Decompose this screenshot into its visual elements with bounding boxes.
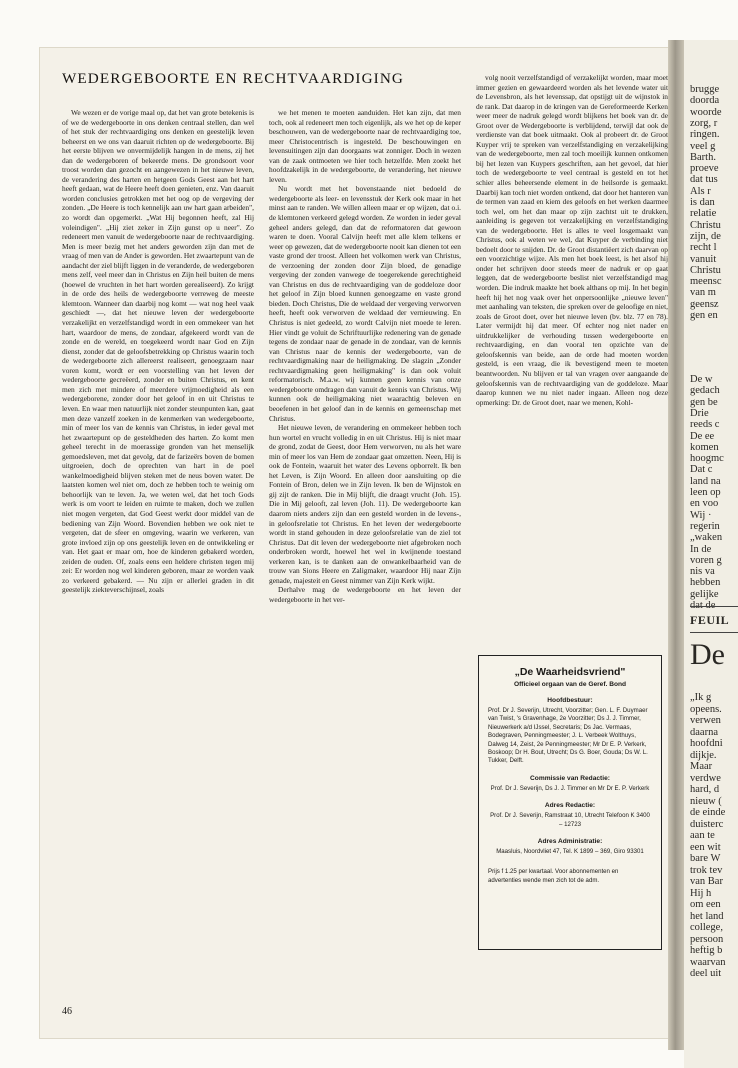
facing-page-line: brugge [690, 84, 720, 95]
facing-page-line: is dan [690, 197, 715, 208]
facing-page-line: daarna [690, 726, 718, 738]
facing-page-line: heftig b [690, 945, 723, 956]
facing-page-line: komen [690, 441, 719, 453]
colophon-text: Prof. Dr J. Severijn, Ds J. J. Timmer en Mr Dr E. P. Verkerk [490, 784, 650, 792]
paragraph: we het menen te moeten aanduiden. Het kan zijn, dat men toch, ook al redeneert men toch eigenlijk, als we het op de keper beschouwen, van de wedergeboorte naar de rechtvaardiging toe, meer Christocentrisch is ingesteld. De beschouwingen en levensuitingen zijn dan doorgaans wat zonniger. Doch in wezen van de zaak ontmoeten we hier toch hetzelfde. Men zoekt het hoofdzakelijk in de wedergeboorte, de verandering, het nieuwe leven. [269, 108, 461, 184]
facing-page-line: verdwe [690, 772, 721, 784]
facing-page-line: ringen. [690, 129, 720, 141]
facing-page-line: Christu [690, 219, 721, 231]
facing-page-line: bare W [690, 853, 721, 864]
facing-page-line: om een [690, 899, 721, 910]
facing-page-fragment [684, 40, 738, 1068]
text-column-3 [476, 73, 668, 646]
facing-page-line: hoofdni [690, 738, 723, 749]
colophon-heading: Adres Administratie: [537, 838, 603, 846]
facing-page-line: meensc [690, 276, 722, 288]
book-gutter [668, 40, 684, 1050]
paragraph: Het nieuwe leven, de verandering en ommekeer hebben toch hun wortel en vrucht volledig in en uit Christus. Hij is niet maar de grond, zodat de Geest, door Hem verworven, nu als het ware min of meer los van Hem de zondaar gaat omzetten. Neen, Hij is ook de Fontein, waaruit het water des Levens opborrelt. Ik ben het Leven, is Zijn Woord. En alleen door aansluiting op die Fontein of Bron, delen we in Zijn leven. Ik ben de Wijnstok en gij zijt de ranken. Die in Mij blijft, die draagt vrucht (Joh. 15). Die in Mij gelooft, zal leven (Joh. 11). De wedergeboorte kan daarom niets anders zijn dan een gesteld worden in de levens-, in geloofsrelatie tot Christus. En het leven der wedergeboorte wordt in stand gehouden in deze geloofsrelatie van de ziel tot Christus. Dat dit leven der wedergeboorte niet afgebroken noch onderbroken wordt, hoewel het wel in kwijnende toestand verkeren kan, is te danken aan de onwankelbaarheid van de trouw van Sions Heere en Zaligmaker, waardoor Hij naar Zijn genade, majesteit en Geest nimmer van Zijn Kerk wijkt. [269, 423, 461, 585]
facing-page-line: verwen [690, 715, 721, 726]
facing-page-line: college, [690, 922, 723, 933]
facing-page-line: dat tus [690, 174, 718, 186]
paragraph: volg nooit verzelfstandigd of verzakelijkt worden, maar moet immer gezien en gewaardeerd worden als het levende water uit de Levensbron, als het levenssap, dat opstijgt uit de wijnstok in de rank. Dat daarop in de kringen van de Gereformeerde Kerken weer meer de nadruk gelegd wordt blijkens het boek van dr. de Groot over de Wedergeboorte is verblijdend, terwijl dat ook de verdienste van dat boek uitmaakt. Ook al probeert dr. de Groot Kuyper vrij te spreken van verzelfstandiging en verzakelijking van de wedergeboorte, men zal toch moeilijk kunnen ontkomen bij het lezen van Kuypers geschriften, aan het gevoel, dat hier toch de wedergeboorte te veel centraal is gesteld en tot het schier alles beheersende element in de heilsorde is gemaakt. Daarbij kan toch niet worden ontkend, dat door het hanteren van de termen van zaad en kiem des geloofs en het werken daarmee toch wel, om het dan maar op zijn zachtst uit te drukken, aanleiding is gegeven tot verzakelijking en verzelfstandiging van de wedergeboorte. Het is alles te veel losgemaakt van Christus, ook al weten we wel, dat Kuyper de verbinding niet bedoelt door te snijden. Dr. de Groot distantiëert zich daarvan op een voorzichtige wijze. Als men het boek leest, is het alsof hij onder het schrijven door steeds meer de nadruk er op gaat leggen, dat de wedergeboorte beslist niet verzelfstandigd mag worden. Die indruk maakte het boek althans op mij. In het begin heeft hij het nog vaak over het onpersoonlijke „nieuwe leven" met aanhaling van teksten, die spreken over de geloofige en niet, zoals de Groot doet, over het nieuwe leven (bv. blz. 77 en 78). Later vermijdt hij dat meer. Of echter nog niet nader en uitdrukkelijker de verhouding tussen wedergeboorte en rechtvaardiging, en dan vooral ten opzichte van de geloofskennis van beide, aan de orde had moeten worden gesteld, is een vraag, die ik bevestigend meen te moeten beantwoorden. Nu blijven er tal van vragen over aangaande de geloofskennis van de rechtvaardiging van de goddeloze. Maar daarop kunnen we nu niet nader ingaan. Alleen nog deze opmerking: Dr. de Groot doet, naar we menen, Kohl- [476, 73, 668, 407]
colophon-text: Prof. Dr J. Severijn, Utrecht, Voorzitter; Gen. L. F. Duymaer van Twist, 's Gravenhage, 2e Voorzitter; Ds J. J. Timmer, Nieuwerkerk a/d IJssel, Secretaris; Ds Jac. Vermaas, Bodegraven, Penningmeester; J. L. Verbeek Wolthuys, Dalweg 14, Zeist, 2e Penningmeester; Mr Dr E. P. Verkerk, Boskoop; Dr H. Bout, Utrecht; Ds G. Boer, Gouda; Ds W. L. Tukker, Delft. [488, 707, 648, 765]
facing-page-line: opeens. [690, 703, 722, 715]
facing-page-line: nis va [690, 566, 715, 578]
facing-page-line: dijkje. [690, 749, 717, 761]
facing-page-line: zorg, r [690, 117, 718, 129]
colophon-sections [488, 697, 652, 856]
facing-page-line: leen op [690, 487, 721, 498]
colophon-box [478, 655, 662, 950]
facing-page-line: zijn, de [690, 230, 721, 242]
facing-page-line: deel uit [690, 968, 722, 979]
facing-page-line: recht l [690, 242, 717, 254]
facing-page-line: Christu [690, 264, 721, 276]
facing-page-line: In de [690, 543, 712, 555]
facing-page-rule [690, 606, 738, 607]
facing-page-line: hebben [690, 577, 721, 589]
facing-page-line: een wit [690, 841, 721, 853]
facing-page-line: gen be [690, 396, 718, 408]
colophon-title: „De Waarheidsvriend" [514, 666, 626, 678]
article-title: WEDERGEBOORTE EN RECHTVAARDIGING [62, 70, 404, 87]
paragraph: Derhalve mag de wedergeboorte en het leven der wedergeboorte in het ver- [269, 585, 461, 604]
facing-page-line: Drie [690, 407, 709, 419]
facing-page-line: vanuit [690, 253, 717, 265]
colophon-footer: Prijs f 1.25 per kwartaal. Voor abonnementen en advertenties wende men zich tot de adm. [488, 868, 619, 884]
facing-page-line: gelijke [690, 588, 719, 600]
facing-page-line: „waken [690, 532, 723, 544]
facing-page-line: gen en [690, 310, 718, 321]
facing-page-line: Als r [690, 185, 711, 197]
facing-page-line: gedach [690, 385, 720, 397]
facing-page-line: hard, d [690, 784, 720, 795]
facing-page-line: reeds c [690, 419, 720, 431]
facing-page-line: duisterc [690, 818, 724, 830]
facing-page-line: Maar [690, 761, 713, 772]
facing-page-big-title: De [690, 638, 725, 671]
facing-page-line: voren g [690, 554, 722, 566]
facing-page-line: proeve [690, 163, 719, 175]
facing-page-heading: FEUIL [690, 613, 730, 627]
facing-page-line: het land [690, 910, 724, 922]
facing-page-line: waarvan [690, 956, 726, 968]
facing-page-line: persoon [690, 933, 724, 945]
text-column-1 [62, 108, 254, 1003]
facing-page-line: „Ik g [690, 692, 712, 703]
colophon-heading: Adres Redactie: [544, 802, 596, 810]
paragraph: Nu wordt met het bovenstaande niet bedoeld de wedergeboorte als leer- en levensstuk der Kerk ook maar in het minst aan te randen. We willen alleen maar er op wijzen, dat o.i. de klemtonen verkeerd gelegd worden. Ze worden in ieder geval geheel anders gelegd, dan dat de reformatoren dat gewoon waren te doen. Vooral Calvijn heeft met alle klem telkens er weer op gewezen, dat de wedergeboorte nooit kan dienen tot een vaste grond der troost. Alleen het volkomen werk van Christus, de verzoening der zonden door Zijn bloed, de genadige vergeving der zonden vanwege de toegerekende gerechtigheid van Christus en dus de rechtvaardiging van de goddeloze door het geloof in Zijn bloed kunnen genoegzame en vaste grond bieden. Doch Christus, Die de weldaad der vergeving verworven heeft, heeft ook verworven de weldaad der vernieuwing. En Christus is niet gedeeld, zo wordt Calvijn niet moede te leren. Hier vindt ge voluit de Schriftuurlijke redenering van de genade tegens de zondaar naar de genade in de zondaar, van de kennis van Christus naar de kennis der wedergeboorte, van de rechtvaardigmaking naar de heiligmaking. De slagzin „Zonder rechtvaardigmaking geen heiligmaking" is dan ook voluit reformatorisch. M.a.w. wij kunnen geen kennis van onze wedergeboorte omdragen dan vanuit de kennis van Christus. Wij kunnen ook de heiligmaking niet waarachtig beleven en beoefenen in het geloof dan in de kennis en gemeenschap met Christus. [269, 184, 461, 423]
facing-page-line: Dat c [690, 464, 713, 476]
facing-page-line: hoogmc [690, 453, 724, 465]
facing-page-line: woorde [690, 106, 722, 118]
facing-page-line: De ee [690, 430, 715, 442]
facing-page-line: Barth. [690, 151, 716, 163]
facing-page-line: van Bar [690, 876, 723, 887]
facing-page-line: De w [690, 374, 713, 385]
facing-page-line: geensz [690, 298, 719, 310]
paragraph: We wezen er de vorige maal op, dat het van grote betekenis is of we de wedergeboorte in ons denken centraal stellen, dan wel of het stuk der rechtvaardiging ons denken en geestelijk leven beheerst en we ons van daaruit richten op de wedergeboorte. Bij het eerste blijven we onvermijdelijk hangen in de mens, zij het dan de wedergeboren of bekeerde mens. De grondsoort voor troost worden dan gezocht en aangewezen in het nieuwe leven, de verandering des harten en hetgeen Gods Geest aan het hart heeft gedaan, wat de Heere heeft doen genieten, enz. Van daaruit worden conclusies getrokken met het oog op de vergeving der zonden. „De Heere is toch kennelijk aan uw hart gaan arbeiden", zo wordt dan opgemerkt. „Wat Hij begonnen heeft, zal Hij voleindigen". „Hij ziet zeker in Zijn gunst op u neer". Zo redeneert men vanuit de wedergeboorte naar de rechtvaardiging. Men is meer bezig met het anders geworden zijn dan met de vraag of men van de Ander is geworden. Het zwaartepunt van de aandacht der ziel blijft liggen in de veranderde, de wedergeboren mens zelf, veel meer dan in Christus en Zijn heil buiten de mens (hoewel de vruchten in het hart worden gerealiseerd). Zo krijgt in de orde des heils de wedergeboorte verreweg de meeste klemtoon. Wanneer dan daarbij nog komt — wat nog heel vaak geschiedt —, dat het nieuwe leven der wedergeboorte verzakelijkt en verzelfstandigd wordt in een ommekeer van het hart, waardoor de mens, de zondaar, afgekeerd wordt van de zonde en de wereld, en toegekeerd wordt naar God en Zijn dienst, zonder dat de geloofsbetrekking op Christus waarin toch de wedergeboorte zich allereerst realiseert, genoegzaam naar voren komt, wordt er een voorstelling van het leven der wedergeboorte gecreëerd, zonder en buiten Christus, en kent men zich met mindere of meerdere vrijmoedigheid als een wedergeborene, zonder door het geloof in en uit Christus te leven. En waar men natuurlijk niet zonder steunpunten kan, gaat men deze vanzelf zoeken in de kenmerken van wedergeboorte, min of meer los van de kennis van Christus, in ieder geval met het zwaartepunt op de gesteldheden des harten. Zo komt men geheel terecht in de moerassige gronden van het menselijk gemoedsleven, met dat gevolg, dat de farizeërs boven de bomen uitgroeien, doch de oprechten van hart in de poel wankelmoedigheid blijven steken met de neus boven water. De laatsten komen wel niet om, doch ze hebben toch te weinig om behoorlijk van te leven. Ja, we weten wel, dat het toch Gods werk is om voort te leiden en ruimte te maken, doch we zullen niet mogen vergeten, dat God Geest werkt door middel van de bediening van Zijn Woord. Bovendien hebben we ook niet te vergeten, dat de sfeer en omgeving, waarin we verkeren, van grote invloed zijn op ons geestelijk leven en de ontwikkeling er van. Het gaat er maar om, hoe de kinderen gebakerd worden, zeiden de ouden. Of, zoals eens een heldere christen tegen mij zei: Er worden nog wel kinderen geboren, maar ze worden vaak zo verkeerd gebakerd. — Nu zijn er allerlei graden in dit geestelijk ziekteverschijnsel, zoals [62, 108, 254, 595]
colophon-subtitle: Officieel orgaan van de Geref. Bond [513, 681, 627, 688]
facing-page-line: doorda [690, 95, 720, 107]
facing-page-line: Hij h [690, 887, 712, 899]
facing-page-line: en voo [690, 498, 719, 510]
facing-page-line: de einde [690, 807, 726, 818]
facing-page-line: veel g [690, 140, 716, 152]
colophon-text: Maasluis, Noordvliet 47, Tel. K 1899 – 369, Giro 93301 [496, 848, 644, 856]
facing-page-line: Wij · [690, 509, 712, 521]
facing-page-line: trok tev [690, 864, 723, 876]
colophon-text: Prof. Dr J. Severijn, Ramstraat 10, Utrecht Telefoon K 3400 – 12723 [490, 812, 650, 828]
facing-page-line: land na [690, 475, 721, 487]
text-column-2 [269, 108, 461, 1003]
facing-page-line: aan te [690, 830, 715, 841]
colophon-heading: Hoofdbestuur: [547, 697, 593, 704]
facing-page-rule [690, 632, 738, 633]
facing-page-line: relatie [690, 208, 717, 220]
colophon-heading: Commissie van Redactie: [530, 774, 610, 782]
page-number: 46 [62, 1006, 72, 1017]
facing-page-line: nieuw ( [690, 795, 722, 807]
facing-page-line: van m [690, 287, 716, 299]
facing-page-line: regerin [690, 520, 720, 532]
